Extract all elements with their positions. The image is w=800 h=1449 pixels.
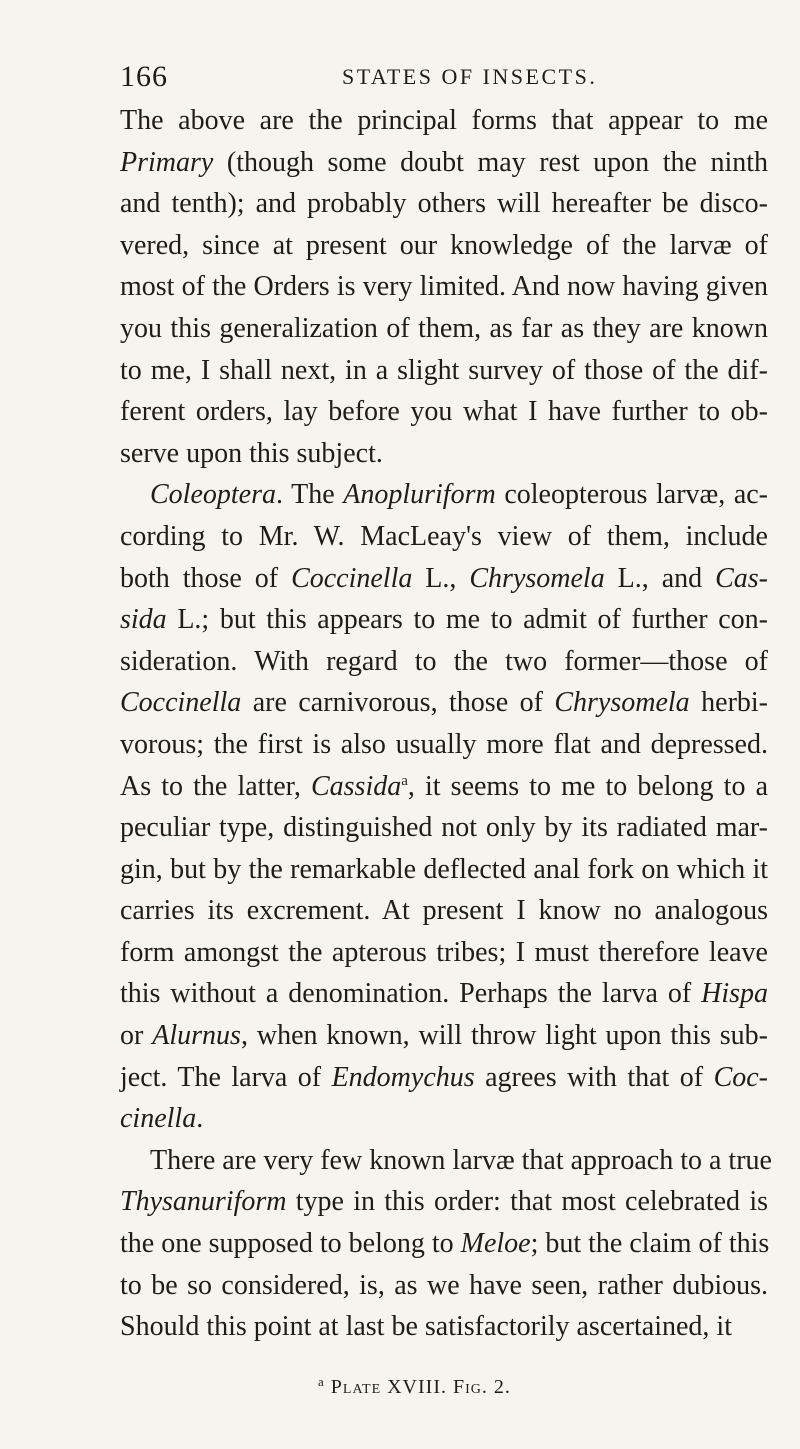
text-line: ferent orders, lay before you what I have further to ob- xyxy=(120,396,768,428)
footnote-marker: a xyxy=(318,1374,325,1389)
footnote-ref: a xyxy=(401,772,408,789)
text-line: the one supposed to belong to Meloe; but the claim of this xyxy=(120,1228,770,1260)
text-line: or Alurnus, when known, will throw light upon this sub- xyxy=(120,1020,769,1052)
page-number: 166 xyxy=(120,60,168,93)
text-line: Thysanuriform type in this order: that most celebrated is xyxy=(120,1186,768,1218)
text-line: serve upon this subject. xyxy=(120,437,383,469)
text-line: most of the Orders is very limited. And now having given xyxy=(120,271,768,303)
text-line: both those of Coccinella L., Chrysomela L., and Cas- xyxy=(120,562,768,594)
text-line: sideration. With regard to the two former—those of xyxy=(120,645,768,677)
text-line: to be so considered, is, as we have seen, rather dubious. xyxy=(120,1269,768,1301)
text-line: to me, I shall next, in a slight survey of those of the dif- xyxy=(120,354,768,386)
text-line: vered, since at present our knowledge of the larvæ of xyxy=(120,229,768,261)
text-line: Coleoptera. The Anopluriform coleopterous larvæ, ac- xyxy=(150,479,768,511)
footnote xyxy=(318,1376,511,1399)
body-text xyxy=(120,100,772,1348)
text-line: this without a denomination. Perhaps the larva of Hispa xyxy=(120,978,768,1010)
text-line: and tenth); and probably others will hereafter be disco- xyxy=(120,188,768,220)
text-line: peculiar type, distinguished not only by its radiated mar- xyxy=(120,812,768,844)
text-line: you this generalization of them, as far as they are known xyxy=(120,312,768,344)
text-line: There are very few known larvæ that approach to a true xyxy=(150,1144,772,1176)
running-head: STATES OF INSECTS. xyxy=(342,64,598,89)
text-line: gin, but by the remarkable deflected anal fork on which it xyxy=(120,853,768,885)
footnote-text: Plate XVIII. Fig. 2. xyxy=(330,1376,511,1398)
text-line: ject. The larva of Endomychus agrees with that of Coc- xyxy=(120,1061,768,1093)
text-line: carries its excrement. At present I know no analogous xyxy=(120,895,768,927)
text-line: Should this point at last be satisfactorily ascertained, it xyxy=(120,1311,732,1343)
text-line: cinella. xyxy=(120,1103,204,1135)
text-line: Primary (though some doubt may rest upon the ninth xyxy=(120,146,768,178)
text-line: Coccinella are carnivorous, those of Chrysomela herbi- xyxy=(120,687,768,719)
text-line: The above are the principal forms that appear to me xyxy=(120,105,768,136)
text-line: form amongst the apterous tribes; I must therefore leave xyxy=(120,936,768,968)
page-header xyxy=(120,60,760,100)
text-line: sida L.; but this appears to me to admit of further con- xyxy=(120,604,768,636)
text-line: vorous; the first is also usually more flat and depressed. xyxy=(120,728,768,760)
text-line: cording to Mr. W. MacLeay's view of them, include xyxy=(120,520,768,552)
text-line: As to the latter, Cassida$^a$, it seems to me to belong to a xyxy=(120,770,768,802)
